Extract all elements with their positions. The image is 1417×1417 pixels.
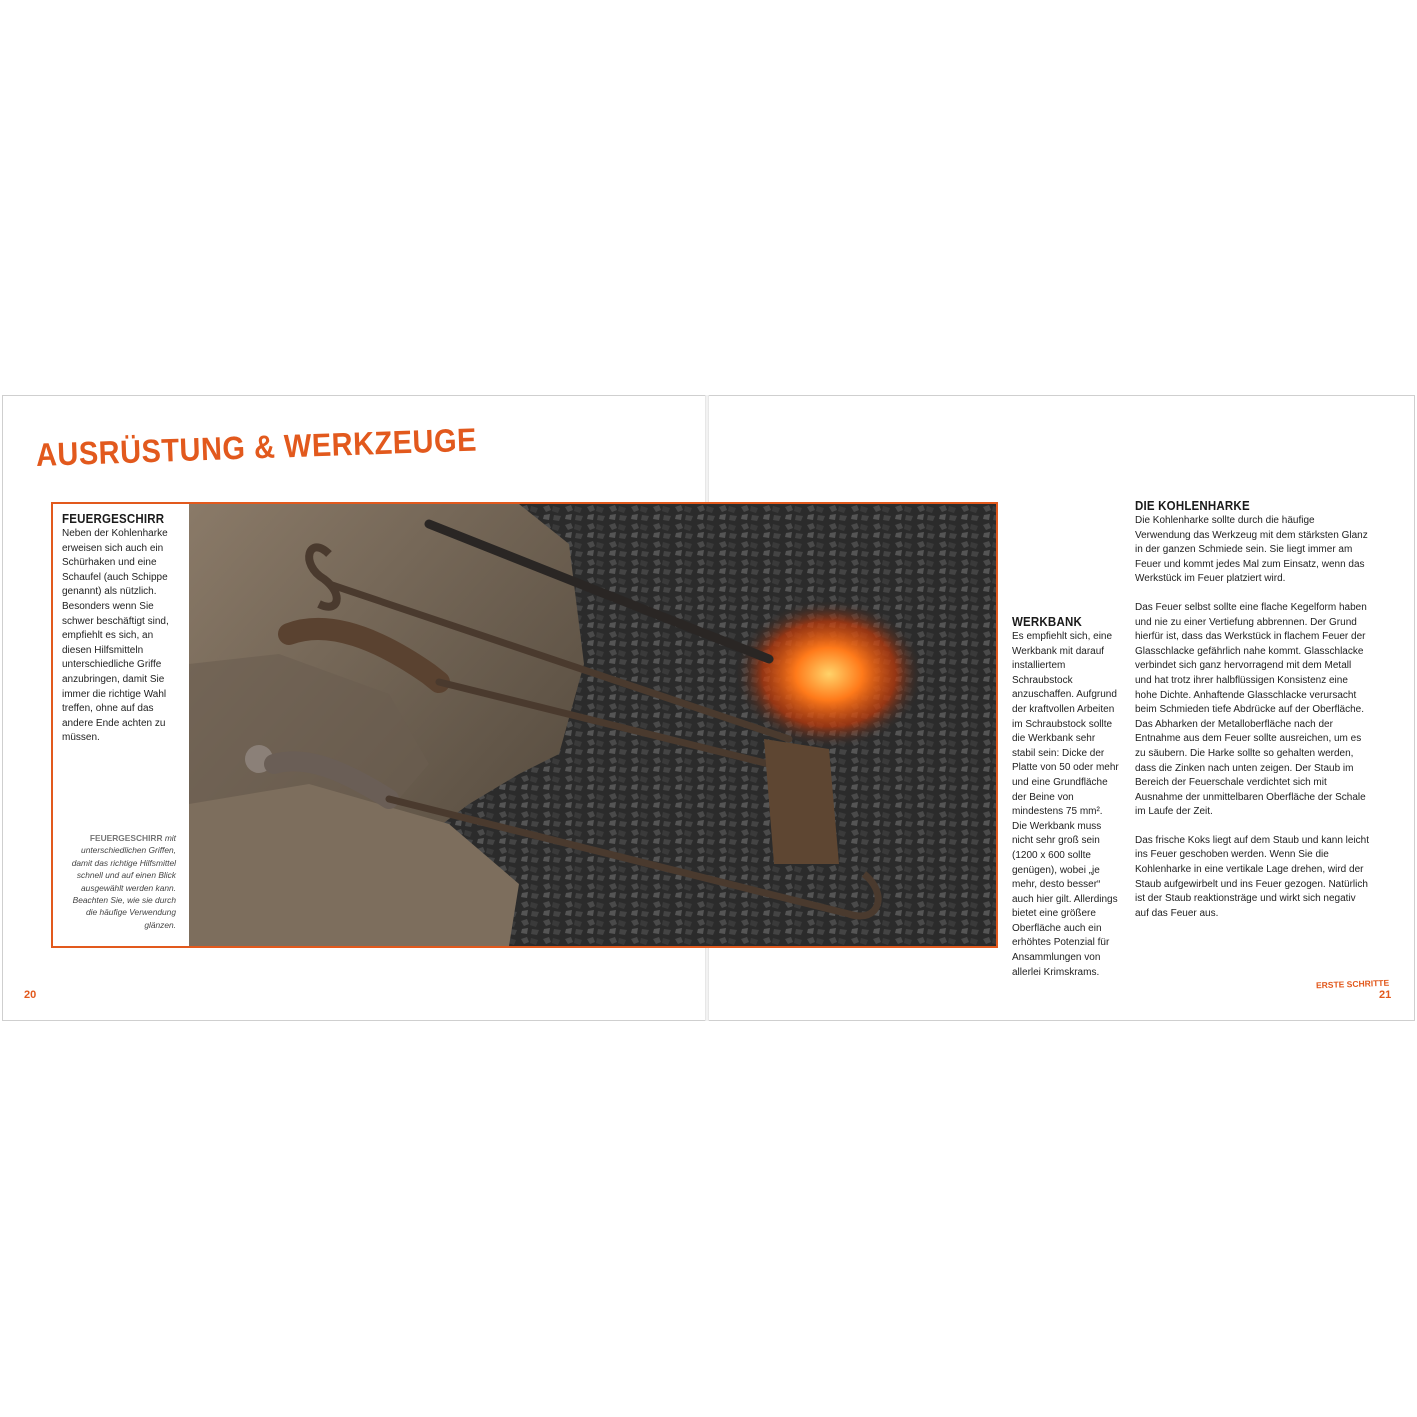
section-label: ERSTE SCHRITTE — [1315, 977, 1390, 991]
forge-tools-photo — [189, 504, 996, 946]
caption-text: mit unterschiedlichen Griffen, damit das richtige Hilfsmittel schnell und auf einen Blick ausgewählt werden kann. Beachten Sie, wie sie durch die häufige Verwendung glänzen. — [71, 833, 176, 930]
sidebar-heading: FEUERGESCHIRR — [62, 513, 165, 527]
sidebar-text: Neben der Kohlenharke erweisen sich auch ein Schürhaken und eine Schaufel (auch Schippe genannt) als nützlich. Besonders wenn Sie schwer beschäftigt sind, empfiehlt es sich, an diesen Hilfsmitteln unterschiedliche Griffe anzubringen, damit Sie immer die richtige Wahl treffen, ohne auf das andere Ende achten zu müssen. — [62, 528, 169, 744]
kohlenharke-paragraph-2: Das Feuer selbst sollte eine flache Kegelform haben und nie zu einer Vertiefung abbrennen. Der Grund hierfür ist, dass das Werkstück in flachem Feuer der Glasschlacke gefährlich nahe kommt. Glasschlacke verbindet sich ganz hervorragend mit dem Metall und hat trotz ihrer halbflüssigen Konsistenz eine hohe Dichte. Anhaftende Glasschlacke verursacht beim Schmieden tiefe Abdrücke auf der Oberfläche. Das Abharken der Metalloberfläche nach der Entnahme aus dem Feuer sollte ausreichen, um es zu säubern. Die Harke sollte so gehalten werden, dass die Zinken nach unten zeigen. Der Staub im Bereich der Feuerschale verdichtet sich mit Ausnahme der unmittelbaren Oberfläche der Schale im Laufe der Zeit. — [1135, 601, 1367, 818]
kohlenharke-paragraph-3: Das frische Koks liegt auf dem Staub und kann leicht ins Feuer geschoben werden. Wenn Sie die Kohlenharke in eine vertikale Lage drehen, wird der Staub aufgewirbelt und ins Feuer gezogen. Natürlich ist der Staub reaktionsträge und wirkt sich negativ auf das Feuer aus. — [1135, 834, 1370, 919]
sidebar-feuergeschirr — [62, 513, 180, 746]
werkbank-text: Es empfiehlt sich, eine Werkbank mit darauf installiertem Schraubstock anzuschaffen. Aufgrund der kraftvollen Arbeiten im Schraubstock sollte die Werkbank sehr stabil sein: Dicke der Platte von 50 oder mehr und eine Grundfläche der Beine von mindestens 75 mm². Die Werkbank muss nicht sehr groß sein (1200 x 600 sollte genügen), wobei „je mehr, desto besser“ auch hier gilt. Allerdings bietet eine größere Oberfläche auch ein erhöhtes Potenzial für Ansammlungen von allerlei Krimskrams. — [1012, 631, 1119, 978]
kohlenharke-paragraph-1: Die Kohlenharke sollte durch die häufige Verwendung das Werkzeug mit dem stärksten Glanz in der ganzen Schmiede sein. Sie liegt immer am Feuer und kommt jedes Mal zum Einsatz, wenn das Werkstück im Feuer platziert wird. — [1135, 515, 1368, 585]
section-werkbank — [1012, 616, 1120, 980]
page-number-right: 21 — [1379, 989, 1392, 1001]
werkbank-heading: WERKBANK — [1012, 616, 1082, 630]
kohlenharke-heading: DIE KOHLENHARKE — [1135, 500, 1250, 514]
page-title: AUSRÜSTUNG & WERKZEUGE — [35, 422, 478, 474]
photo-caption — [64, 832, 176, 931]
page-number-left: 20 — [24, 989, 37, 1001]
caption-heading: FEUERGESCHIRR — [89, 833, 163, 843]
section-kohlenharke — [1135, 500, 1370, 935]
